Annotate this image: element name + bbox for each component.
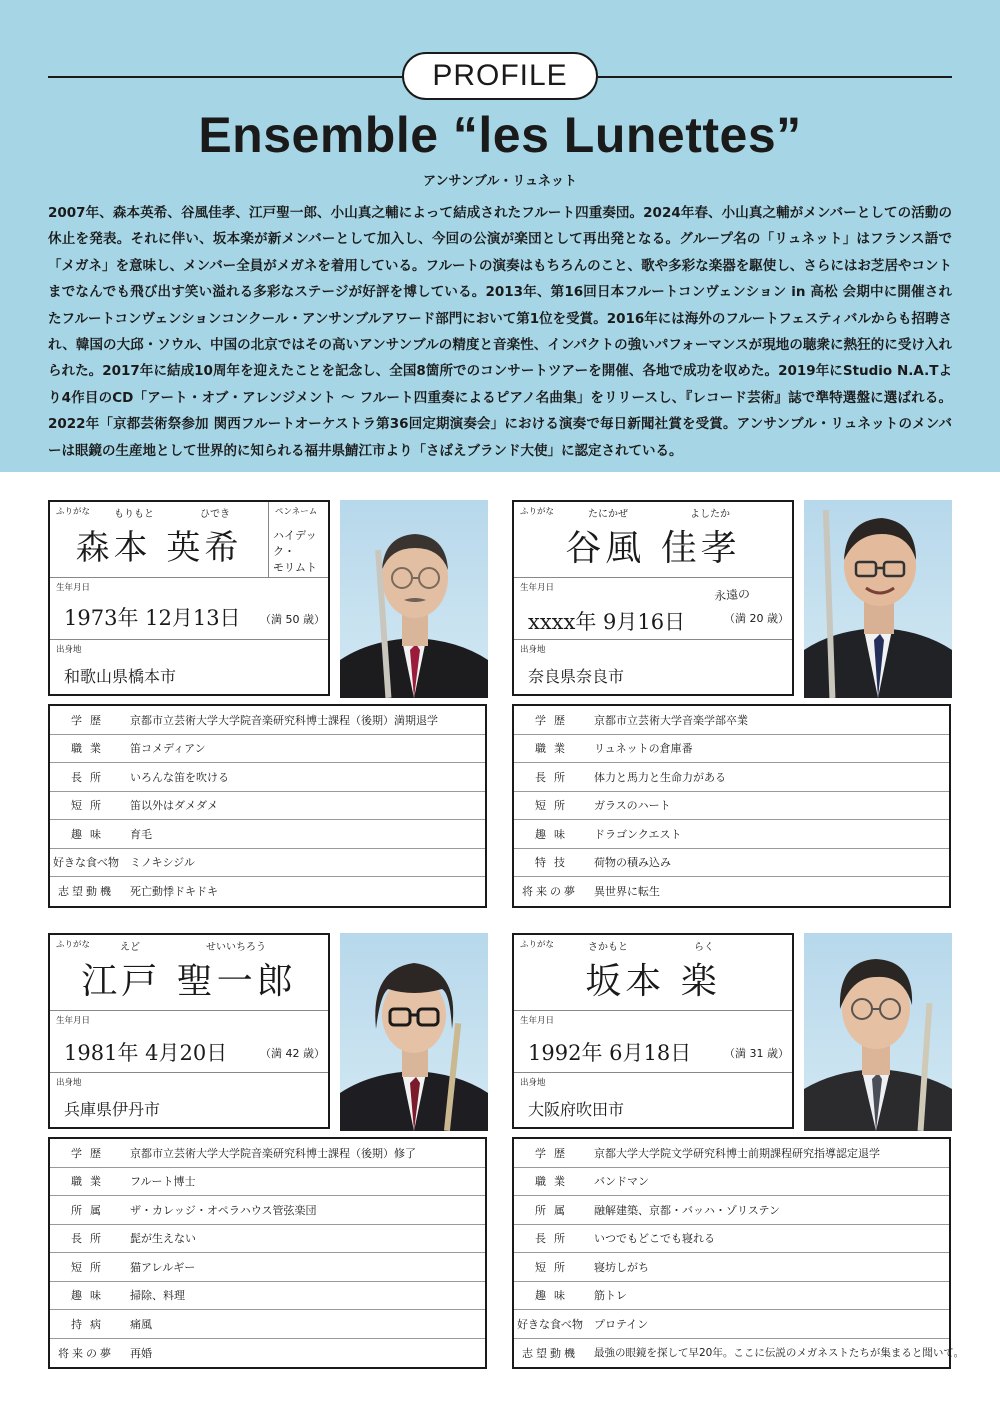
member-photo-tanikaze — [804, 500, 952, 698]
row-header: 趣味 — [71, 827, 109, 841]
row-value: 京都市立芸術大学音楽学部卒業 — [594, 713, 748, 727]
table-row — [514, 877, 949, 906]
table-row — [50, 735, 485, 764]
table-row — [50, 849, 485, 878]
row-header: 将来の夢 — [58, 1346, 114, 1360]
penname-value — [273, 528, 328, 576]
row-value: フルート博士 — [130, 1175, 196, 1189]
row-header: 趣味 — [535, 827, 573, 841]
birthplace-value: 和歌山県橋本市 — [64, 667, 177, 686]
birthday-row — [50, 1011, 328, 1073]
row-header: 短所 — [71, 1260, 109, 1274]
row-value: 掃除、料理 — [130, 1289, 185, 1303]
birthday-row — [50, 578, 328, 640]
birthday-row — [514, 1011, 792, 1073]
furigana-family: もりもと — [114, 509, 154, 520]
row-value: バンドマン — [594, 1175, 649, 1189]
member-photo-sakamoto — [804, 933, 952, 1131]
table-row — [514, 1225, 949, 1254]
row-value: 笛コメディアン — [130, 742, 206, 756]
row-value: 寝坊しがち — [594, 1260, 649, 1274]
row-header: 短所 — [71, 799, 109, 813]
table-row — [514, 1339, 965, 1368]
table-row — [514, 1196, 949, 1225]
furigana-label: ふりがな — [56, 940, 91, 950]
row-value: いつでもどこでも寝れる — [594, 1232, 715, 1246]
row-value: 京都市立芸術大学大学院音楽研究科博士課程（後期）満期退学 — [130, 713, 438, 727]
furigana-given: せいいちろう — [206, 942, 266, 953]
table-row — [50, 1310, 485, 1339]
row-value: 猫アレルギー — [130, 1260, 196, 1274]
birthday-value: 1973年 12月13日 — [64, 606, 241, 630]
row-header: 職業 — [535, 742, 573, 756]
group-title: Ensemble “les Lunettes” — [198, 107, 802, 163]
table-row — [514, 1253, 949, 1282]
header-rule-left — [48, 76, 402, 78]
row-header: 志望動機 — [522, 1346, 578, 1360]
birthplace-label: 出身地 — [520, 1078, 546, 1088]
name-row — [50, 935, 328, 1011]
member-table-morimoto — [48, 704, 487, 908]
row-value: 死亡動悸ドキドキ — [130, 885, 218, 899]
table-row — [514, 792, 949, 821]
name-row — [514, 502, 792, 578]
row-value: ガラスのハート — [594, 799, 671, 813]
row-value: 育毛 — [130, 827, 152, 841]
furigana-label: ふりがな — [520, 507, 555, 517]
birthplace-row — [50, 1073, 328, 1127]
row-header: 趣味 — [71, 1289, 109, 1303]
portrait-image — [340, 933, 488, 1131]
table-row — [50, 1196, 485, 1225]
row-header: 長所 — [535, 1232, 573, 1246]
penname-line-1: ハイデック・ — [273, 529, 317, 558]
birthplace-label: 出身地 — [520, 645, 546, 655]
birthday-row — [514, 578, 792, 640]
table-row — [514, 849, 949, 878]
member-card-tanikaze — [512, 500, 794, 696]
table-row — [514, 763, 949, 792]
row-header: 所属 — [71, 1203, 109, 1217]
table-row — [50, 1253, 485, 1282]
profile-badge: PROFILE — [402, 52, 598, 100]
row-header: 学歴 — [71, 1146, 109, 1160]
table-row — [50, 1339, 485, 1368]
row-value: リュネットの倉庫番 — [594, 742, 693, 756]
member-photo-morimoto — [340, 500, 488, 698]
row-value: 京都市立芸術大学大学院音楽研究科博士課程（後期）修了 — [130, 1146, 416, 1160]
row-header: 特技 — [535, 856, 573, 870]
birthday-label: 生年月日 — [56, 583, 91, 593]
penname-box — [268, 502, 328, 578]
table-row — [50, 820, 485, 849]
table-row — [50, 792, 485, 821]
row-header: 長所 — [535, 770, 573, 784]
table-row — [50, 1225, 485, 1254]
header-band — [0, 0, 1000, 472]
birthplace-value: 奈良県奈良市 — [528, 667, 625, 686]
furigana-label: ふりがな — [56, 507, 91, 517]
table-row — [514, 1282, 949, 1311]
birthday-value: 1981年 4月20日 — [64, 1041, 228, 1065]
row-header: 将来の夢 — [522, 885, 578, 899]
row-header: 職業 — [71, 742, 109, 756]
furigana-family: えど — [120, 942, 140, 953]
table-row — [514, 820, 949, 849]
row-value: 髭が生えない — [130, 1232, 196, 1246]
row-header: 職業 — [71, 1175, 109, 1189]
birthday-label: 生年月日 — [520, 583, 555, 593]
row-header: 職業 — [535, 1175, 573, 1189]
penname-label: ペンネーム — [275, 507, 318, 517]
row-header: 短所 — [535, 1260, 573, 1274]
group-introduction: 2007年、森本英希、谷風佳孝、江戸聖一郎、小山真之輔によって結成されたフルート四重奏団。2024年春、小山真之輔がメンバーとしての活動の休止を発表。それに伴い、坂本楽が新メンバーとして加入し、今回の公演が楽団として再出発となる。グループ名の「リュネット」はフランス語で「メガネ」を意味し、メンバー全員がメガネを着用している。フルートの演奏はもちろんのこと、歌や多彩な楽器を駆使し、さらにはお芝居やコントまでなんでも飛び出す笑い溢れる多彩なステージが好評を博している。2013年、第16回日本フルートコンヴェンション in 高松 会期中に開催されたフルートコンヴェンションコンクール・アンサンブルアワード部門において第1位を受賞。2016年には海外のフルートフェスティバルからも招聘され、韓国の大邱・ソウル、中国の北京ではその高いアンサンブルの精度と音楽性、インパクトの強いパフォーマンスが現地の聴衆に熱狂的に受け入れられた。2017年に結成10周年を迎えたことを記念し、全国8箇所でのコンサートツアーを開催、各地で成功を収めた。2019年にStudio N.A.Tより4作目のCD「アート・オブ・アレンジメント 〜 フルート四重奏によるピアノ名曲集」をリリースし、『レコード芸術』誌で準特選盤に選ばれる。2022年「京都芸術祭参加 関西フルートオーケストラ第36回定期演奏会」における演奏で毎日新聞社賞を受賞。アンサンブル・リュネットのメンバーは眼鏡の生産地として世界的に知られる福井県鯖江市より「さばえブランド大使」に認定されている。 — [48, 205, 952, 459]
table-row — [514, 735, 949, 764]
portrait-image — [804, 500, 952, 698]
row-value: 荷物の積み込み — [594, 856, 671, 870]
row-header: 学歴 — [535, 1146, 573, 1160]
member-card-sakamoto — [512, 933, 794, 1129]
member-table-tanikaze — [512, 704, 951, 908]
member-name: 坂本 楽 — [585, 961, 721, 1002]
birthplace-value: 大阪府吹田市 — [528, 1100, 625, 1119]
furigana-given: よしたか — [690, 509, 730, 520]
birthday-label: 生年月日 — [56, 1016, 91, 1026]
row-header: 学歴 — [535, 713, 573, 727]
birthplace-row — [514, 640, 792, 694]
row-header: 持病 — [71, 1317, 109, 1331]
row-value: 異世界に転生 — [594, 885, 660, 899]
birthday-value: xxxx年 9月16日 — [528, 610, 686, 634]
row-header: 短所 — [535, 799, 573, 813]
furigana-given: ひでき — [200, 509, 230, 520]
table-row — [50, 877, 485, 906]
row-value: 筋トレ — [594, 1289, 627, 1303]
row-value: 京都大学大学院文学研究科博士前期課程研究指導認定退学 — [594, 1146, 880, 1160]
table-row — [514, 1310, 949, 1339]
birthplace-value: 兵庫県伊丹市 — [64, 1100, 161, 1119]
member-table-edo — [48, 1137, 487, 1369]
birthplace-row — [514, 1073, 792, 1127]
table-row — [50, 763, 485, 792]
group-title-kana: アンサンブル・リュネット — [423, 174, 577, 189]
table-row — [514, 706, 949, 735]
portrait-image — [804, 933, 952, 1131]
name-row — [50, 502, 328, 578]
member-table-sakamoto — [512, 1137, 965, 1369]
table-row — [50, 1139, 485, 1168]
age-value: （満 50 歳） — [260, 613, 325, 626]
header-rule-right — [598, 76, 952, 78]
row-value: 融解建築、京都・バッハ・ゾリステン — [594, 1203, 781, 1217]
row-value: ドラゴンクエスト — [594, 827, 682, 841]
row-header: 好きな食べ物 — [517, 1317, 583, 1331]
row-header: 所属 — [535, 1203, 573, 1217]
row-value: 笛以外はダメダメ — [130, 799, 218, 813]
row-header: 学歴 — [71, 713, 109, 727]
furigana-given: らく — [694, 942, 714, 953]
birthplace-row — [50, 640, 328, 694]
row-header: 好きな食べ物 — [53, 856, 119, 870]
row-value: 最強の眼鏡を探して早20年。ここに伝説のメガネストたちが集まると聞いて。 — [594, 1347, 965, 1360]
birthday-label: 生年月日 — [520, 1016, 555, 1026]
row-header: 長所 — [71, 1232, 109, 1246]
row-header: 長所 — [71, 770, 109, 784]
row-value: プロテイン — [594, 1317, 649, 1331]
row-header: 志望動機 — [58, 885, 114, 899]
furigana-family: さかもと — [588, 942, 628, 953]
eternal-note: 永遠の — [713, 586, 751, 604]
member-card-edo — [48, 933, 330, 1129]
age-value: （満 20 歳） — [724, 612, 789, 625]
member-photo-edo — [340, 933, 488, 1131]
member-name: 森本 英希 — [75, 528, 243, 568]
row-value: いろんな笛を吹ける — [130, 770, 229, 784]
birthday-value: 1992年 6月18日 — [528, 1041, 692, 1065]
birthplace-label: 出身地 — [56, 1078, 82, 1088]
table-row — [50, 1168, 485, 1197]
row-value: 痛風 — [130, 1317, 152, 1331]
row-value: 体力と馬力と生命力がある — [594, 770, 726, 784]
row-value: 再婚 — [130, 1346, 152, 1360]
row-header: 趣味 — [535, 1289, 573, 1303]
age-value: （満 31 歳） — [724, 1047, 789, 1060]
table-row — [50, 706, 485, 735]
table-row — [50, 1282, 485, 1311]
name-row — [514, 935, 792, 1011]
penname-line-2: モリムト — [273, 561, 317, 574]
row-value: ミノキシジル — [130, 856, 195, 870]
birthplace-label: 出身地 — [56, 645, 82, 655]
member-name: 江戸 聖一郎 — [81, 961, 297, 1002]
furigana-family: たにかぜ — [588, 509, 628, 520]
row-value: ザ・カレッジ・オペラハウス管弦楽団 — [130, 1203, 317, 1217]
portrait-image — [340, 500, 488, 698]
member-card-morimoto — [48, 500, 330, 696]
furigana-label: ふりがな — [520, 940, 555, 950]
table-row — [514, 1168, 949, 1197]
member-name: 谷風 佳孝 — [565, 528, 741, 569]
age-value: （満 42 歳） — [260, 1047, 325, 1060]
table-row — [514, 1139, 949, 1168]
